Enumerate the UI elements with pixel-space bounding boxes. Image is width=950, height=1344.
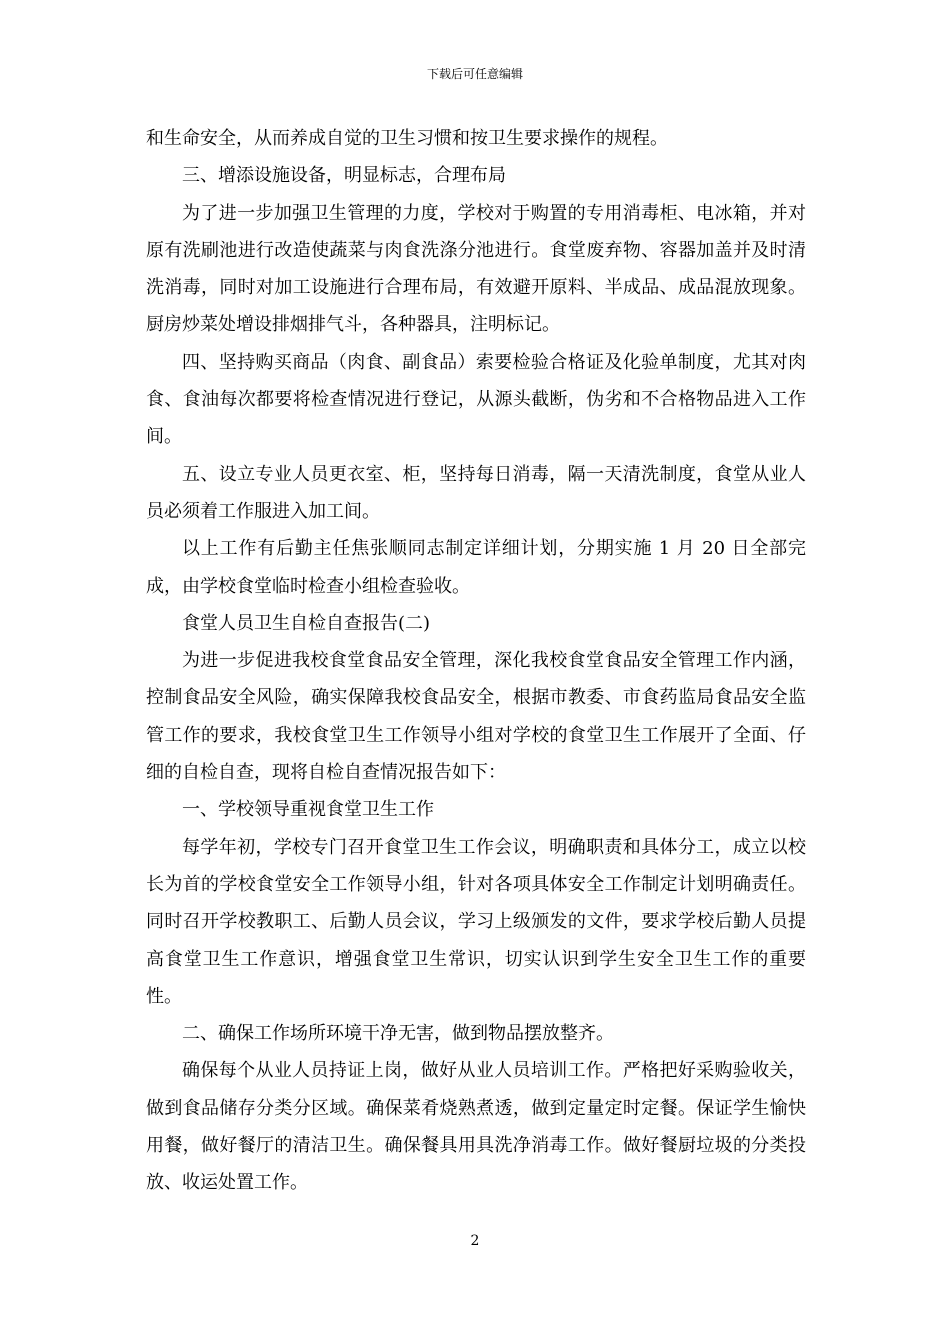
paragraph: 以上工作有后勤主任焦张顺同志制定详细计划，分期实施 1 月 20 日全部完成，由学校食堂临时检查小组检查验收。	[146, 538, 806, 597]
paragraph: 每学年初，学校专门召开食堂卫生工作会议，明确职责和具体分工，成立以校长为首的学校食堂安全工作领导小组，针对各项具体安全工作制定计划明确责任。同时召开学校教职工、后勤人员会议，学习上级颁发的文件，要求学校后勤人员提高食堂卫生工作意识，增强食堂卫生常识，切实认识到学生安全卫生工作的重要性。	[146, 836, 806, 1007]
paragraph: 和生命安全，从而养成自觉的卫生习惯和按卫生要求操作的规程。	[146, 128, 668, 149]
document-body	[146, 120, 806, 1202]
paragraph: 确保每个从业人员持证上岗，做好从业人员培训工作。严格把好采购验收关，做到食品储存分类分区域。确保菜肴烧熟煮透，做到定量定时定餐。保证学生愉快用餐，做好餐厅的清洁卫生。确保餐具用具洗净消毒工作。做好餐厨垃圾的分类投放、收运处置工作。	[146, 1060, 806, 1194]
paragraph: 五、设立专业人员更衣室、柜，坚持每日消毒，隔一天清洗制度，食堂从业人员必须着工作服进入加工间。	[146, 463, 806, 522]
paragraph: 四、坚持购买商品（肉食、副食品）索要检验合格证及化验单制度，尤其对肉食、食油每次都要将检查情况进行登记，从源头截断，伪劣和不合格物品进入工作间。	[146, 351, 806, 448]
page-number: 2	[470, 1233, 480, 1249]
section-heading: 一、学校领导重视食堂卫生工作	[182, 799, 434, 821]
section-heading: 三、增添设施设备，明显标志，合理布局	[182, 165, 506, 187]
page-header: 下载后可任意编辑	[426, 67, 523, 81]
paragraph: 为了进一步加强卫生管理的力度，学校对于购置的专用消毒柜、电冰箱，并对原有洗刷池进行改造使蔬菜与肉食洗涤分池进行。食堂废弃物、容器加盖并及时清洗消毒，同时对加工设施进行合理布局，有效避开原料、半成品、成品混放现象。厨房炒菜处增设排烟排气斗，各种器具，注明标记。	[146, 202, 806, 336]
report-title: 食堂人员卫生自检自查报告(二)	[182, 612, 431, 634]
section-heading: 二、确保工作场所环境干净无害，做到物品摆放整齐。	[182, 1023, 614, 1045]
paragraph: 为进一步促进我校食堂食品安全管理，深化我校食堂食品安全管理工作内涵，控制食品安全风险，确实保障我校食品安全，根据市教委、市食药监局食品安全监管工作的要求，我校食堂卫生工作领导小组对学校的食堂卫生工作展开了全面、仔细的自检自查，现将自检自查情况报告如下：	[146, 650, 806, 784]
